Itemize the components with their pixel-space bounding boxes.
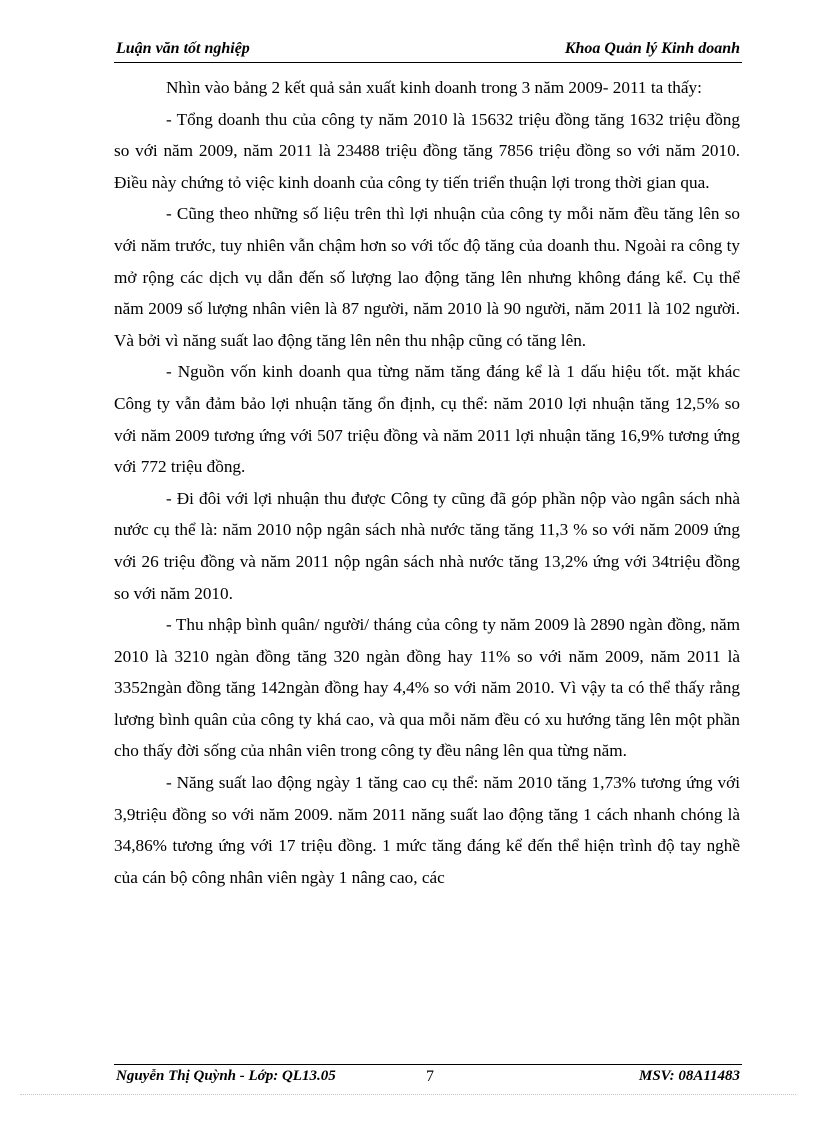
footer-author: Nguyễn Thị Quỳnh - Lớp: QL13.05 [116,1068,336,1084]
paragraph-profit-staff: - Cũng theo những số liệu trên thì lợi nhuận của công ty mỗi năm đều tăng lên so với năm trước, tuy nhiên vẫn chậm hơn so với tốc độ tăng của doanh thu. Ngoài ra công ty mở rộng các dịch vụ dẫn đến số lượng lao động tăng lên nhưng không đáng kể. Cụ thể năm 2009 số lượng nhân viên là 87 người, năm 2010 là 90 người, năm 2011 là 102 người. Và bởi vì năng suất lao động tăng lên nên thu nhập cũng có tăng lên. [114,204,740,350]
paragraph-revenue: - Tổng doanh thu của công ty năm 2010 là 15632 triệu đồng tăng 1632 triệu đồng so với năm 2009, năm 2011 là 23488 triệu đồng tăng 7856 triệu đồng so với năm 2010. Điều này chứng tỏ việc kinh doanh của công ty tiến triển thuận lợi trong thời gian qua. [114,109,740,192]
document-body [114,72,740,893]
paragraph-budget: - Đi đôi với lợi nhuận thu được Công ty cũng đã góp phần nộp vào ngân sách nhà nước cụ thể là: năm 2010 nộp ngân sách nhà nước tăng tăng 11,3 % so với năm 2009 ứng với 26 triệu đồng và năm 2011 nộp ngân sách nhà nước tăng 13,2% ứng với 34triệu đồng so với năm 2010. [114,488,740,603]
page-header [114,38,742,63]
footer-student-id: MSV: 08A11483 [639,1068,740,1084]
page-number: 7 [426,1068,434,1085]
paragraph-intro: Nhìn vào bảng 2 kết quả sản xuất kinh doanh trong 3 năm 2009- 2011 ta thấy: [166,78,702,97]
paragraph-capital: - Nguồn vốn kinh doanh qua từng năm tăng đáng kể là 1 dấu hiệu tốt. mặt khác Công ty vẫn đảm bảo lợi nhuận tăng ổn định, cụ thể: năm 2010 lợi nhuận tăng 12,5% so với năm 2009 tương ứng với 507 triệu đồng và năm 2011 lợi nhuận tăng 16,9% tương ứng với 772 triệu đồng. [114,362,740,477]
page-footer [114,1064,742,1087]
header-faculty-label: Khoa Quản lý Kinh doanh [564,40,740,57]
header-thesis-label: Luận văn tốt nghiệp [116,40,250,57]
paragraph-productivity: - Năng suất lao động ngày 1 tăng cao cụ thể: năm 2010 tăng 1,73% tương ứng với 3,9triệu đồng so với năm 2009. năm 2011 năng suất lao động tăng 1 cách nhanh chóng là 34,86% tương ứng với 17 triệu đồng. 1 mức tăng đáng kể đến thể hiện trình độ tay nghề của cán bộ công nhân viên ngày 1 nâng cao, các [114,773,740,887]
page-edge-divider [20,1094,796,1095]
paragraph-income: - Thu nhập bình quân/ người/ tháng của công ty năm 2009 là 2890 ngàn đồng, năm 2010 là 3210 ngàn đồng tăng 320 ngàn đồng hay 11% so với năm 2009, năm 2011 là 3352ngàn đồng tăng 142ngàn đồng hay 4,4% so với năm 2010. Vì vậy ta có thể thấy rằng lương bình quân của công ty khá cao, và qua mỗi năm đều có xu hướng tăng lên một phần cho thấy đời sống của nhân viên trong công ty đều nâng lên qua từng năm. [114,615,740,761]
